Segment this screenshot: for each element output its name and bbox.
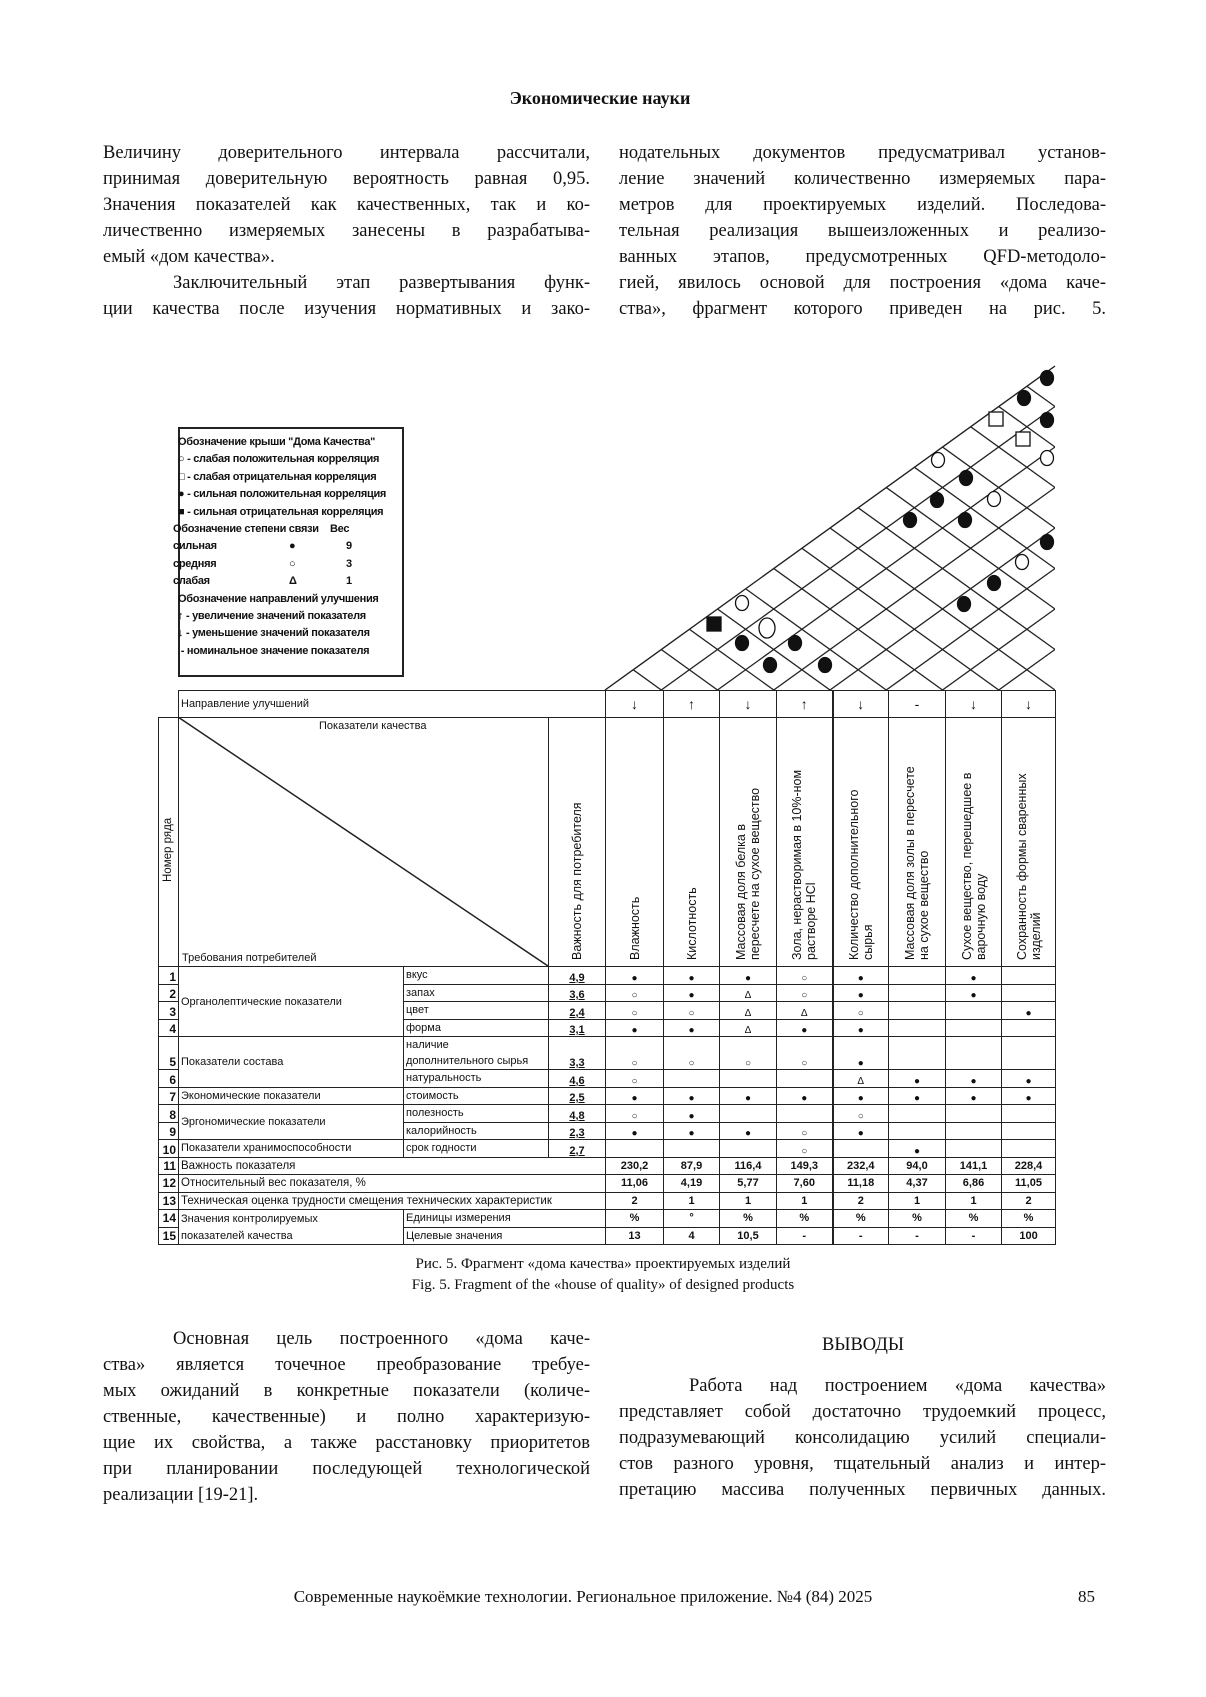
summary-value: 4,37: [889, 1175, 946, 1193]
requirement-item: запах: [404, 984, 549, 1002]
text-line: ванных этапов, предусмотренных QFD-методоло-: [619, 247, 1106, 267]
footer-journal: Современные наукоёмкие технологии. Региональное приложение. №4 (84) 2025: [293, 1587, 873, 1606]
text-line: ление значений количественно измеряемых пара-: [619, 169, 1106, 189]
requirement-item: вкус: [404, 967, 549, 985]
text-line: тельная реализация вышеизложенных и реализо-: [619, 221, 1106, 241]
legend-link-label: слабая: [173, 575, 210, 588]
summary-value: 2: [606, 1192, 664, 1210]
relationship-mark: [946, 1105, 1002, 1123]
relationship-mark: [946, 1122, 1002, 1140]
controlled-value: -: [946, 1227, 1002, 1245]
importance-value: 4,9: [549, 967, 606, 985]
legend-link-weight: 3: [346, 557, 352, 570]
summary-value: 94,0: [889, 1157, 946, 1175]
summary-value: 4,19: [664, 1175, 720, 1193]
row-number: 14: [159, 1210, 179, 1228]
controlled-value: %: [889, 1210, 946, 1228]
summary-value: 11,05: [1002, 1175, 1056, 1193]
controlled-value: %: [946, 1210, 1002, 1228]
relationship-mark: [889, 967, 946, 985]
strong-positive-correlation-icon: [958, 597, 971, 612]
relationship-mark: Δ: [720, 1002, 777, 1020]
relationship-mark: [1002, 1105, 1056, 1123]
direction-arrow: ↓: [1002, 691, 1056, 718]
legend-item: - номинальное значение показателя: [178, 644, 370, 657]
text-line: при планировании последующей технологической: [103, 1459, 590, 1479]
relationship-mark: [946, 1019, 1002, 1037]
text-line: емый «дом качества».: [103, 247, 275, 267]
bottom-right-column: [619, 1373, 1106, 1503]
house-of-quality-roof: [0, 0, 1200, 720]
quality-column-header: [1002, 718, 1056, 967]
relationship-mark: [720, 1105, 777, 1123]
relationship-mark: ○: [606, 984, 664, 1002]
legend-link-label: средняя: [173, 557, 217, 570]
controlled-group: показателей качества: [179, 1227, 404, 1245]
requirement-item: стоимость: [404, 1087, 549, 1105]
row-number: 2: [159, 984, 179, 1002]
text-line: Значения показателей как качественных, так и ко-: [103, 195, 590, 215]
legend-item: ○ - слабая положительная корреляция: [178, 453, 380, 466]
text-line: ственные, качественные) и полно характеризую-: [103, 1407, 590, 1427]
relationship-mark: [1002, 1122, 1056, 1140]
summary-value: 141,1: [946, 1157, 1002, 1175]
requirement-row: [159, 1105, 1056, 1123]
legend-weight-title: Вес: [330, 522, 350, 535]
requirement-item: натуральность: [404, 1070, 549, 1088]
summary-label: Относительный вес показателя, %: [179, 1175, 606, 1193]
relationship-mark: ●: [606, 1019, 664, 1037]
relationship-mark: ●: [833, 1087, 889, 1105]
legend-link-symbol: ○: [289, 557, 296, 570]
relationship-mark: ○: [606, 1002, 664, 1020]
strong-positive-correlation-icon: [764, 658, 777, 673]
page-number: 85: [1078, 1587, 1095, 1606]
requirement-group: Органолептические показатели: [179, 967, 404, 1037]
roof-grid: [0, 258, 1206, 690]
importance-header-text: Важность для потребителя: [570, 802, 584, 960]
legend-link-label: сильная: [173, 540, 217, 553]
relationship-mark: ●: [833, 1122, 889, 1140]
relationship-mark: [889, 1037, 946, 1070]
requirement-row: [159, 967, 1056, 985]
quality-column-label: Массовая доля белка в пересчете на сухое вещество: [734, 787, 763, 960]
relationship-mark: ●: [946, 967, 1002, 985]
strong-positive-correlation-icon: [789, 636, 802, 651]
controlled-value: -: [889, 1227, 946, 1245]
requirement-item: наличие дополнительного сырья: [404, 1037, 549, 1070]
weak-positive-correlation-icon: [759, 618, 775, 638]
row-number: 6: [159, 1070, 179, 1088]
relationship-mark: ○: [777, 1140, 833, 1158]
relationship-mark: ●: [833, 1019, 889, 1037]
relationship-mark: [889, 1019, 946, 1037]
strong-positive-correlation-icon: [819, 658, 832, 673]
relationship-mark: ●: [606, 1087, 664, 1105]
relationship-mark: [1002, 1140, 1056, 1158]
controlled-value: %: [777, 1210, 833, 1228]
quality-column-label: Количество дополнительного сырья: [846, 789, 875, 960]
relationship-mark: ○: [777, 967, 833, 985]
controlled-label: Единицы измерения: [404, 1210, 606, 1228]
row-number: 7: [159, 1087, 179, 1105]
summary-row: [159, 1175, 1056, 1193]
summary-row: [159, 1192, 1056, 1210]
relationship-mark: ●: [833, 967, 889, 985]
relationship-mark: ●: [720, 1087, 777, 1105]
row-number: 11: [159, 1157, 179, 1175]
summary-value: 1: [720, 1192, 777, 1210]
relationship-mark: ●: [1002, 1087, 1056, 1105]
relationship-mark: ○: [777, 984, 833, 1002]
legend-item: ■ - сильная отрицательная корреляция: [178, 505, 384, 518]
legend-item: ● - сильная положительная корреляция: [178, 488, 387, 501]
quality-column-header: [664, 718, 720, 967]
text-line: мых ожиданий в конкретные показатели (количе-: [103, 1381, 590, 1401]
strong-positive-correlation-icon: [1041, 413, 1054, 428]
importance-value: 3,1: [549, 1019, 606, 1037]
relationship-mark: ●: [946, 1070, 1002, 1088]
legend-link-symbol: ●: [289, 540, 296, 553]
direction-arrow: ↑: [777, 691, 833, 718]
relationship-mark: ●: [664, 1087, 720, 1105]
relationship-mark: Δ: [777, 1002, 833, 1020]
relationship-mark: Δ: [833, 1070, 889, 1088]
relationship-mark: [1002, 967, 1056, 985]
relationship-mark: [946, 1002, 1002, 1020]
summary-value: 6,86: [946, 1175, 1002, 1193]
weak-positive-correlation-icon: [932, 453, 945, 468]
relationship-mark: [720, 1140, 777, 1158]
strong-positive-correlation-icon: [1018, 391, 1031, 406]
relationship-mark: ○: [833, 1002, 889, 1020]
relationship-mark: ●: [664, 1122, 720, 1140]
text-line: метров для проектируемых изделий. Последова-: [619, 195, 1106, 215]
relationship-mark: ●: [720, 967, 777, 985]
controlled-group: Значения контролируемых: [179, 1210, 404, 1228]
text-line: ции качества после изучения нормативных и зако-: [103, 299, 590, 319]
relationship-mark: ●: [777, 1019, 833, 1037]
summary-value: 1: [889, 1192, 946, 1210]
strong-positive-correlation-icon: [1041, 371, 1054, 386]
strong-positive-correlation-icon: [959, 513, 972, 528]
row-number: 1: [159, 967, 179, 985]
controlled-value: -: [833, 1227, 889, 1245]
importance-value: 2,3: [549, 1122, 606, 1140]
legend-title: Обозначение крыши "Дома Качества": [178, 436, 376, 448]
strong-positive-correlation-icon: [960, 471, 973, 486]
requirements-header: Требования потребителей: [182, 952, 317, 964]
controlled-value: -: [777, 1227, 833, 1245]
legend-link-weight: 9: [346, 540, 352, 553]
row-number: 4: [159, 1019, 179, 1037]
strong-positive-correlation-icon: [988, 576, 1001, 591]
relationship-mark: ●: [889, 1087, 946, 1105]
summary-value: 11,18: [833, 1175, 889, 1193]
summary-value: 228,4: [1002, 1157, 1056, 1175]
quality-column-label: Сохранность формы сваренных изделий: [1014, 773, 1043, 960]
summary-label: Техническая оценка трудности смещения технических характеристик: [179, 1192, 606, 1210]
controlled-row: [159, 1227, 1056, 1245]
summary-value: 5,77: [720, 1175, 777, 1193]
requirement-row: [159, 1140, 1056, 1158]
requirement-group: Эргономические показатели: [179, 1105, 404, 1140]
controlled-value: 13: [606, 1227, 664, 1245]
requirement-group: Показатели состава: [179, 1037, 404, 1088]
figure-caption-ru: Рис. 5. Фрагмент «дома качества» проектируемых изделий: [415, 1256, 791, 1272]
relationship-mark: [1002, 1037, 1056, 1070]
text-line: стов разного уровня, тщательный анализ и интер-: [619, 1454, 1106, 1474]
relationship-mark: [1002, 984, 1056, 1002]
importance-value: 3,3: [549, 1037, 606, 1070]
relationship-mark: [720, 1070, 777, 1088]
legend-link-weight: 1: [346, 575, 352, 588]
quality-column-label: Кислотность: [684, 887, 699, 960]
relationship-mark: ○: [664, 1037, 720, 1070]
summary-value: 2: [833, 1192, 889, 1210]
text-line: представляет собой достаточно трудоемкий процесс,: [619, 1402, 1106, 1422]
text-line: личественно измеряемых занесены в разрабатыва-: [103, 221, 590, 241]
blank-cell: [159, 691, 179, 718]
importance-value: 4,8: [549, 1105, 606, 1123]
relationship-mark: ○: [833, 1105, 889, 1123]
controlled-row: [159, 1210, 1056, 1228]
importance-value: 2,4: [549, 1002, 606, 1020]
relationship-mark: ○: [777, 1037, 833, 1070]
row-number-header-text: Номер ряда: [162, 817, 174, 882]
relationship-mark: ○: [777, 1122, 833, 1140]
relationship-mark: [777, 1105, 833, 1123]
summary-label: Важность показателя: [179, 1157, 606, 1175]
importance-value: 2,5: [549, 1087, 606, 1105]
row-number: 8: [159, 1105, 179, 1123]
relationship-mark: [664, 1070, 720, 1088]
text-line: ства» является точечное преобразование требуе-: [103, 1355, 590, 1375]
importance-value: 3,6: [549, 984, 606, 1002]
strong-positive-correlation-icon: [736, 636, 749, 651]
relationship-mark: [889, 1105, 946, 1123]
importance-header: [549, 718, 606, 967]
requirement-item: полезность: [404, 1105, 549, 1123]
relationship-mark: [946, 1037, 1002, 1070]
summary-value: 230,2: [606, 1157, 664, 1175]
quality-column-header: [889, 718, 946, 967]
text-line: нодательных документов предусматривал установ-: [619, 143, 1106, 163]
row-number: 12: [159, 1175, 179, 1193]
relationship-mark: [946, 1140, 1002, 1158]
quality-column-label: Влажность: [627, 896, 642, 960]
text-line: Основная цель построенного «дома каче-: [173, 1329, 590, 1349]
relationship-mark: ●: [664, 967, 720, 985]
summary-value: 1: [664, 1192, 720, 1210]
weak-negative-correlation-icon: [1016, 432, 1030, 446]
text-line: гией, явилось основой для построения «дома каче-: [619, 273, 1106, 293]
header-diagonal: [178, 717, 549, 967]
relationship-mark: ○: [664, 1002, 720, 1020]
row-number: 15: [159, 1227, 179, 1245]
summary-value: 232,4: [833, 1157, 889, 1175]
text-line: претацию массива полученных первичных данных.: [619, 1480, 1106, 1500]
quality-column-header: [946, 718, 1002, 967]
requirement-item: срок годности: [404, 1140, 549, 1158]
relationship-mark: [664, 1140, 720, 1158]
relationship-mark: ●: [664, 984, 720, 1002]
importance-value: 2,7: [549, 1140, 606, 1158]
controlled-value: °: [664, 1210, 720, 1228]
relationship-mark: ●: [606, 1122, 664, 1140]
summary-value: 11,06: [606, 1175, 664, 1193]
importance-value: 4,6: [549, 1070, 606, 1088]
legend-direction-title: Обозначение направлений улучшения: [178, 592, 379, 605]
row-number: 9: [159, 1122, 179, 1140]
requirement-item: калорийность: [404, 1122, 549, 1140]
relationship-mark: ○: [606, 1070, 664, 1088]
relationship-mark: ○: [606, 1105, 664, 1123]
direction-row: [159, 691, 1056, 718]
relationship-mark: ●: [720, 1122, 777, 1140]
text-line: Величину доверительного интервала рассчитали,: [103, 143, 590, 163]
summary-row: [159, 1157, 1056, 1175]
relationship-mark: [889, 1122, 946, 1140]
relationship-mark: ●: [889, 1070, 946, 1088]
strong-positive-correlation-icon: [931, 493, 944, 508]
controlled-value: 10,5: [720, 1227, 777, 1245]
controlled-value: %: [606, 1210, 664, 1228]
legend-link-symbol: Δ: [289, 575, 297, 588]
relationship-mark: ●: [946, 984, 1002, 1002]
weak-positive-correlation-icon: [988, 492, 1001, 507]
text-line: реализации [19-21].: [103, 1485, 259, 1505]
strong-positive-correlation-icon: [904, 513, 917, 528]
direction-arrow: ↑: [664, 691, 720, 718]
text-line: Заключительный этап развертывания функ-: [173, 273, 590, 293]
direction-arrow: ↓: [606, 691, 664, 718]
quality-header: Показатели качества: [319, 720, 427, 732]
quality-column-label: Зола, нерастворимая в 10%-ном растворе HCl: [790, 769, 819, 960]
relationship-mark: ●: [664, 1019, 720, 1037]
relationship-mark: [889, 1002, 946, 1020]
text-line: принимая доверительную вероятность равная 0,95.: [103, 169, 590, 189]
weak-positive-correlation-icon: [1016, 555, 1029, 570]
relationship-mark: ○: [606, 1037, 664, 1070]
controlled-value: %: [1002, 1210, 1056, 1228]
row-number: 5: [159, 1037, 179, 1070]
controlled-value: 100: [1002, 1227, 1056, 1245]
relationship-mark: ●: [833, 984, 889, 1002]
summary-value: 2: [1002, 1192, 1056, 1210]
relationship-mark: ●: [889, 1140, 946, 1158]
summary-value: 116,4: [720, 1157, 777, 1175]
running-head: Экономические науки: [509, 88, 691, 108]
strong-negative-correlation-icon: [707, 617, 721, 631]
requirement-item: цвет: [404, 1002, 549, 1020]
quality-column-header: [777, 718, 833, 967]
direction-label: Направление улучшений: [179, 691, 606, 718]
summary-value: 149,3: [777, 1157, 833, 1175]
quality-column-header: [720, 718, 777, 967]
requirement-group: Экономические показатели: [179, 1087, 404, 1105]
direction-arrow: -: [889, 691, 946, 718]
legend-link-title: Обозначение степени связи: [173, 522, 319, 535]
summary-value: 7,60: [777, 1175, 833, 1193]
requirement-row: [159, 1087, 1056, 1105]
controlled-value: %: [720, 1210, 777, 1228]
legend-item: ↓ - уменьшение значений показателя: [178, 627, 370, 640]
legend-item: ↑ - увеличение значений показателя: [178, 609, 366, 622]
legend-item: □ - слабая отрицательная корреляция: [178, 470, 377, 483]
relationship-mark: ●: [833, 1037, 889, 1070]
bottom-left-column: [103, 1326, 590, 1508]
relationship-mark: ●: [606, 967, 664, 985]
weak-positive-correlation-icon: [1041, 451, 1054, 466]
controlled-value: %: [833, 1210, 889, 1228]
direction-arrow: ↓: [720, 691, 777, 718]
relationship-mark: ●: [777, 1087, 833, 1105]
quality-column-header: [606, 718, 664, 967]
relationship-mark: ○: [720, 1037, 777, 1070]
weak-positive-correlation-icon: [736, 596, 749, 611]
text-line: подразумевающий консолидацию усилий специали-: [619, 1428, 1106, 1448]
controlled-value: 4: [664, 1227, 720, 1245]
quality-column-header: [833, 718, 889, 967]
relationship-mark: ●: [946, 1087, 1002, 1105]
relationship-mark: [1002, 1019, 1056, 1037]
requirement-item: форма: [404, 1019, 549, 1037]
quality-column-label: Массовая доля золы в пересчете на сухое вещество: [903, 766, 932, 960]
row-number: 13: [159, 1192, 179, 1210]
controlled-label: Целевые значения: [404, 1227, 606, 1245]
relationship-mark: ●: [1002, 1002, 1056, 1020]
row-number-header: [159, 718, 179, 967]
summary-value: 87,9: [664, 1157, 720, 1175]
direction-arrow: ↓: [946, 691, 1002, 718]
row-number: 10: [159, 1140, 179, 1158]
quality-column-label: Сухое вещество, перешедшее в варочную воду: [959, 772, 988, 960]
text-line: щие их свойства, а также расстановку приоритетов: [103, 1433, 590, 1453]
weak-negative-correlation-icon: [989, 412, 1003, 426]
summary-value: 1: [777, 1192, 833, 1210]
row-number: 3: [159, 1002, 179, 1020]
summary-value: 1: [946, 1192, 1002, 1210]
relationship-mark: [777, 1070, 833, 1088]
figure-caption-en: Fig. 5. Fragment of the «house of quality» of designed products: [411, 1277, 795, 1293]
relationship-mark: [889, 984, 946, 1002]
direction-arrow: ↓: [833, 691, 889, 718]
relationship-mark: [606, 1140, 664, 1158]
relationship-mark: [833, 1140, 889, 1158]
text-line: ства», фрагмент которого приведен на рис. 5.: [619, 299, 1106, 319]
text-line: Работа над построением «дома качества»: [689, 1376, 1106, 1396]
relationship-mark: ●: [664, 1105, 720, 1123]
requirement-group: Показатели хранимоспособности: [179, 1140, 404, 1158]
requirement-row: [159, 1037, 1056, 1070]
relationship-mark: Δ: [720, 1019, 777, 1037]
relationship-mark: Δ: [720, 984, 777, 1002]
relationship-mark: ●: [1002, 1070, 1056, 1088]
conclusions-heading: ВЫВОДЫ: [821, 1335, 904, 1355]
strong-positive-correlation-icon: [1041, 535, 1054, 550]
